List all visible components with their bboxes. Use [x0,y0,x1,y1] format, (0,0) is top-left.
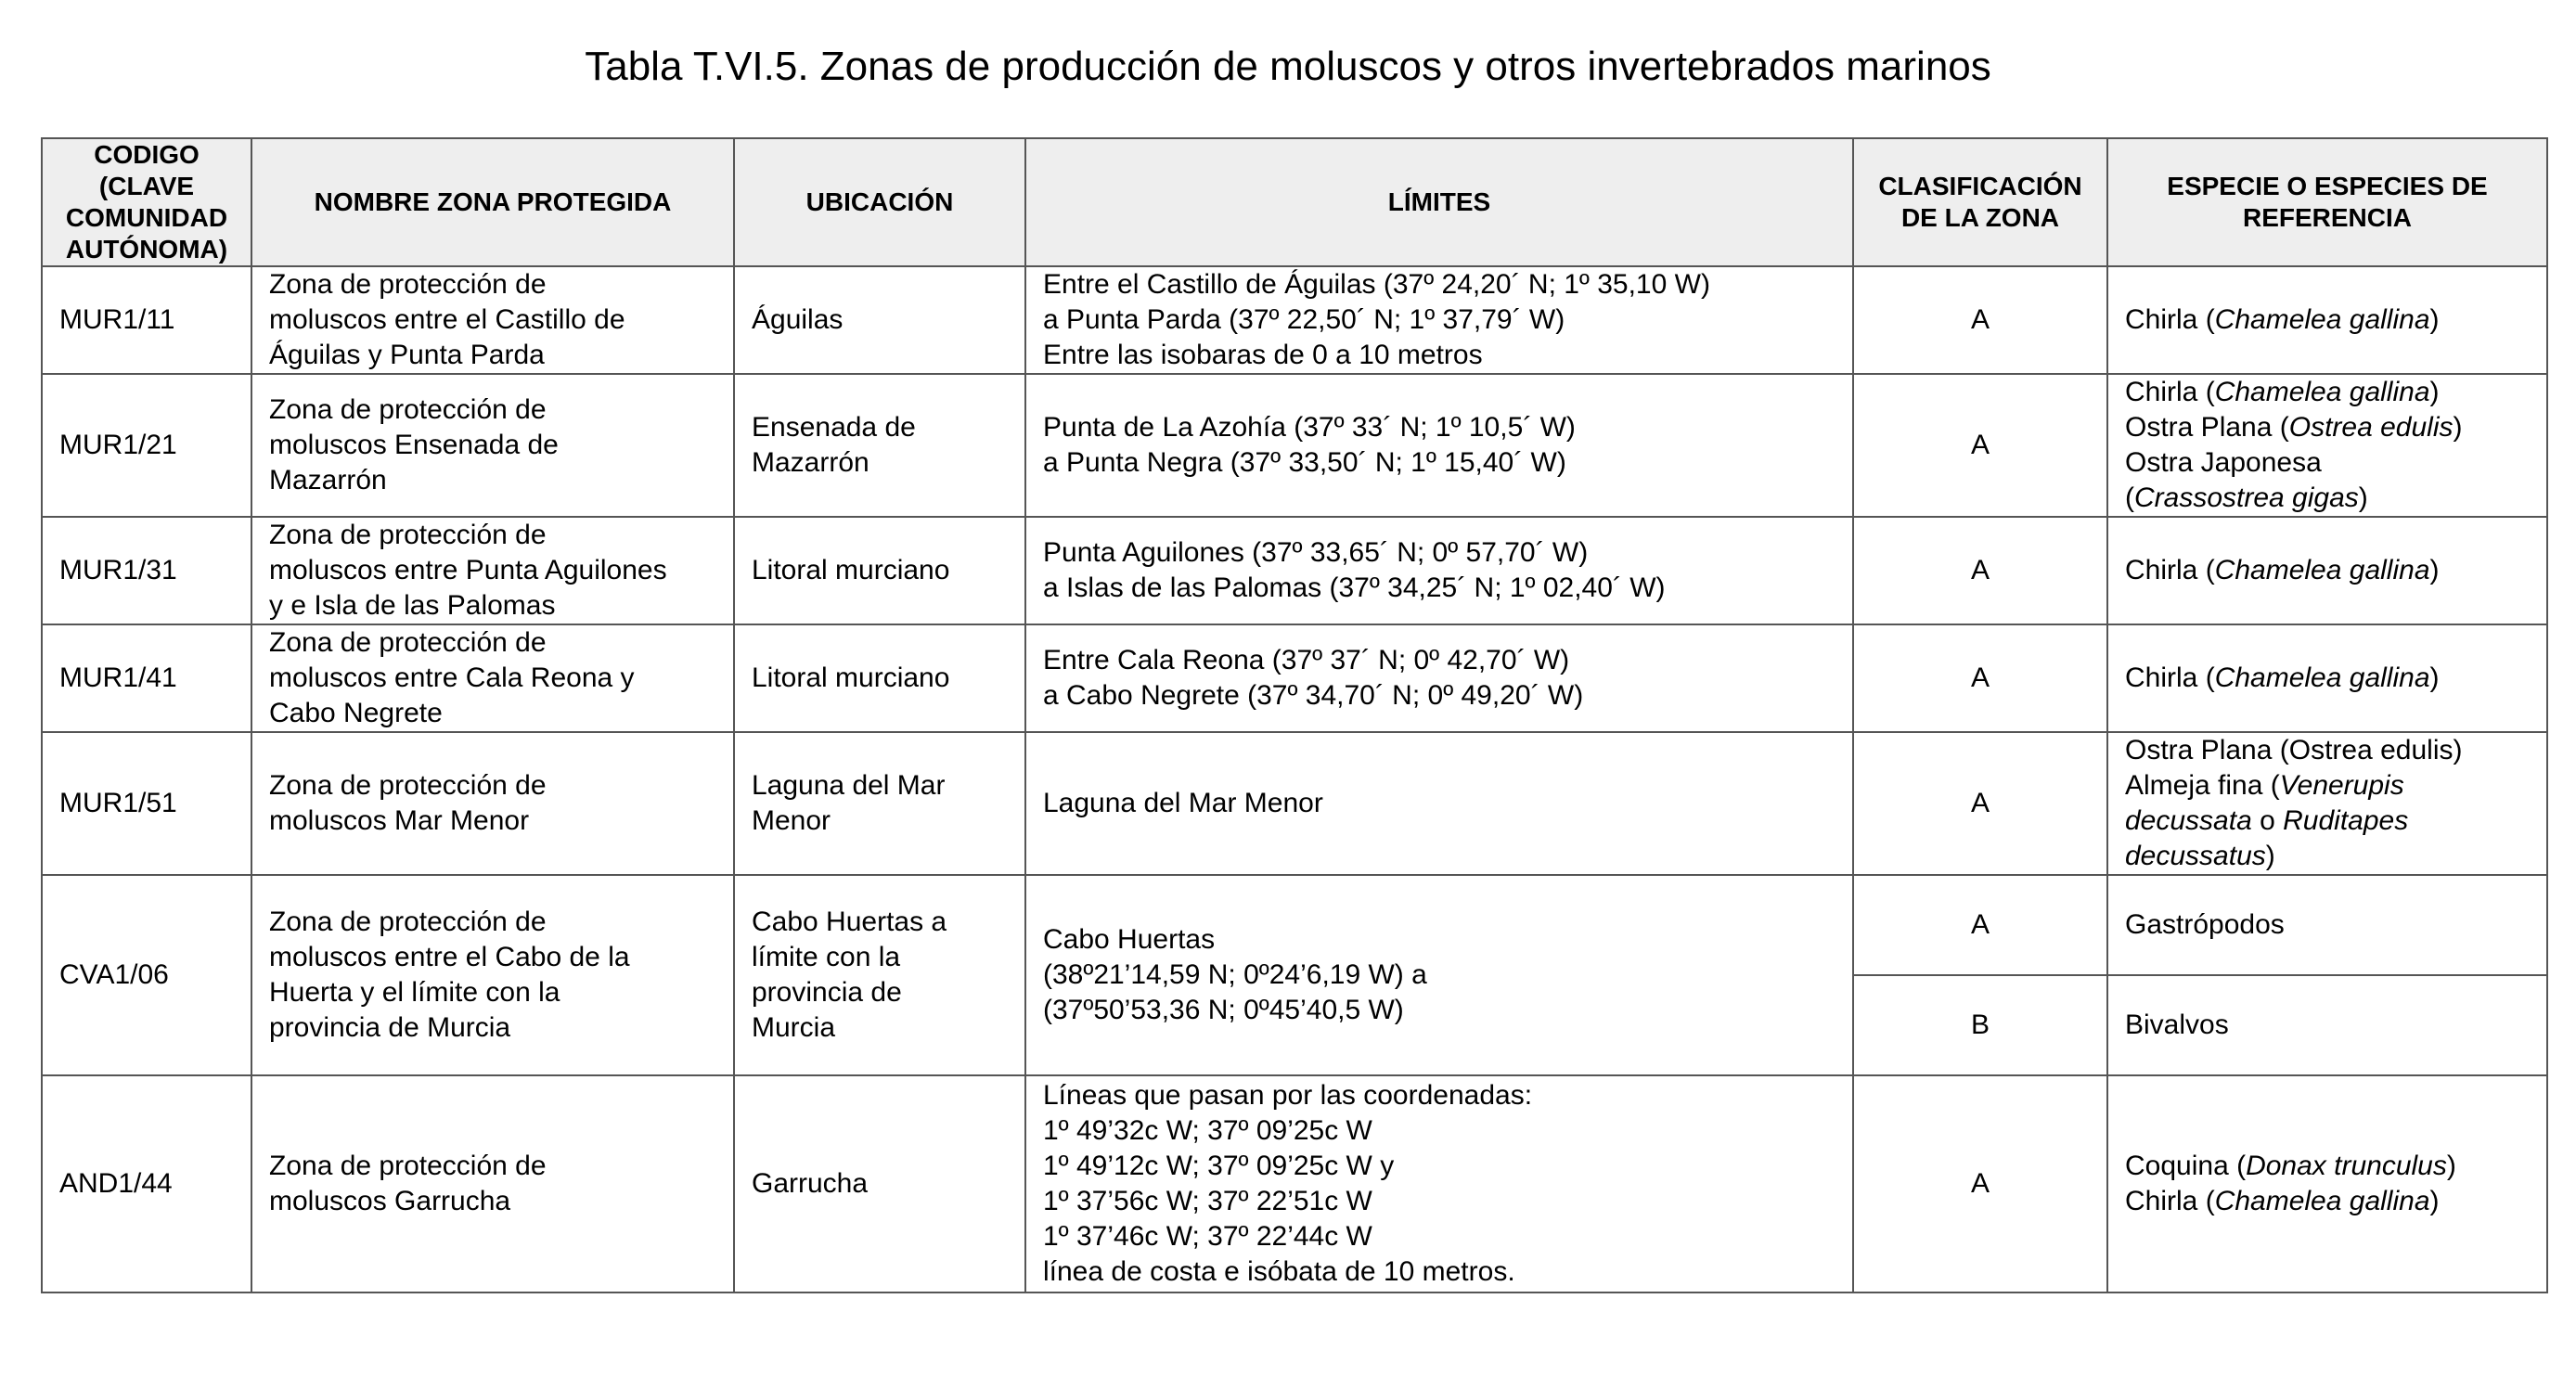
cell-ubicacion: Litoral murciano [734,517,1025,624]
header-ubicacion: UBICACIÓN [734,138,1025,266]
cell-especie: Bivalvos [2107,975,2547,1075]
cell-especie: Ostra Plana (Ostrea edulis) Almeja fina (Venerupis decussata o Ruditapes decussatus) [2107,732,2547,875]
cell-limites: Punta de La Azohía (37º 33´ N; 1º 10,5´ W) a Punta Negra (37º 33,50´ N; 1º 15,40´ W) [1025,374,1853,517]
cell-nombre: Zona de protección de moluscos entre el Cabo de la Huerta y el límite con la provincia de Murcia [251,875,734,1075]
cell-especie: Chirla (Chamelea gallina) [2107,266,2547,374]
table-row [42,624,2547,732]
cell-codigo: MUR1/11 [42,266,251,374]
header-codigo: CODIGO (CLAVE COMUNIDAD AUTÓNOMA) [42,138,251,266]
table-row [42,266,2547,374]
cell-nombre: Zona de protección de moluscos entre Punta Aguilones y e Isla de las Palomas [251,517,734,624]
cell-nombre: Zona de protección de moluscos entre el Castillo de Águilas y Punta Parda [251,266,734,374]
cell-clasificacion: A [1853,875,2107,975]
cell-codigo: MUR1/51 [42,732,251,875]
cell-ubicacion: Águilas [734,266,1025,374]
table-title: Tabla T.VI.5. Zonas de producción de moluscos y otros invertebrados marinos [585,44,1991,89]
cell-especie: Chirla (Chamelea gallina) [2107,517,2547,624]
cell-especie: Chirla (Chamelea gallina) [2107,624,2547,732]
cell-limites: Entre Cala Reona (37º 37´ N; 0º 42,70´ W) a Cabo Negrete (37º 34,70´ N; 0º 49,20´ W) [1025,624,1853,732]
cell-clasificacion: B [1853,975,2107,1075]
cell-clasificacion: A [1853,374,2107,517]
cell-especie: Coquina (Donax trunculus) Chirla (Chamelea gallina) [2107,1075,2547,1292]
cell-codigo: MUR1/21 [42,374,251,517]
zones-table [41,137,2548,1293]
cell-limites: Punta Aguilones (37º 33,65´ N; 0º 57,70´ W) a Islas de las Palomas (37º 34,25´ N; 1º 02,40´ W) [1025,517,1853,624]
header-limites: LÍMITES [1025,138,1853,266]
cell-clasificacion: A [1853,266,2107,374]
cell-ubicacion: Litoral murciano [734,624,1025,732]
cell-especie: Gastrópodos [2107,875,2547,975]
header-especie: ESPECIE O ESPECIES DE REFERENCIA [2107,138,2547,266]
cell-codigo: MUR1/41 [42,624,251,732]
cell-nombre: Zona de protección de moluscos Mar Menor [251,732,734,875]
cell-ubicacion: Ensenada de Mazarrón [734,374,1025,517]
cell-limites: Cabo Huertas (38º21’14,59 N; 0º24’6,19 W) a (37º50’53,36 N; 0º45’40,5 W) [1025,875,1853,1075]
header-clasificacion: CLASIFICACIÓN DE LA ZONA [1853,138,2107,266]
cell-nombre: Zona de protección de moluscos entre Cala Reona y Cabo Negrete [251,624,734,732]
table-row [42,517,2547,624]
cell-nombre: Zona de protección de moluscos Ensenada de Mazarrón [251,374,734,517]
cell-especie: Chirla (Chamelea gallina) Ostra Plana (Ostrea edulis) Ostra Japonesa (Crassostrea gigas) [2107,374,2547,517]
table-row [42,1075,2547,1292]
cell-limites: Entre el Castillo de Águilas (37º 24,20´ N; 1º 35,10 W) a Punta Parda (37º 22,50´ N; 1º 37,79´ W) Entre las isobaras de 0 a 10 metros [1025,266,1853,374]
cell-clasificacion: A [1853,1075,2107,1292]
table-row [42,374,2547,517]
cell-codigo: CVA1/06 [42,875,251,1075]
cell-clasificacion: A [1853,732,2107,875]
table-row [42,732,2547,875]
cell-clasificacion: A [1853,624,2107,732]
cell-codigo: MUR1/31 [42,517,251,624]
cell-nombre: Zona de protección de moluscos Garrucha [251,1075,734,1292]
header-row [42,138,2547,266]
cell-ubicacion: Laguna del Mar Menor [734,732,1025,875]
cell-ubicacion: Garrucha [734,1075,1025,1292]
cell-codigo: AND1/44 [42,1075,251,1292]
header-nombre: NOMBRE ZONA PROTEGIDA [251,138,734,266]
table-row [42,875,2547,975]
cell-ubicacion: Cabo Huertas a límite con la provincia de Murcia [734,875,1025,1075]
cell-limites: Laguna del Mar Menor [1025,732,1853,875]
cell-limites: Líneas que pasan por las coordenadas: 1º 49’32c W; 37º 09’25c W 1º 49’12c W; 37º 09’25c W y 1º 37’56c W; 37º 22’51c W 1º 37’46c W; 37º 22’44c W línea de costa e isóbata de 10 metros. [1025,1075,1853,1292]
cell-clasificacion: A [1853,517,2107,624]
